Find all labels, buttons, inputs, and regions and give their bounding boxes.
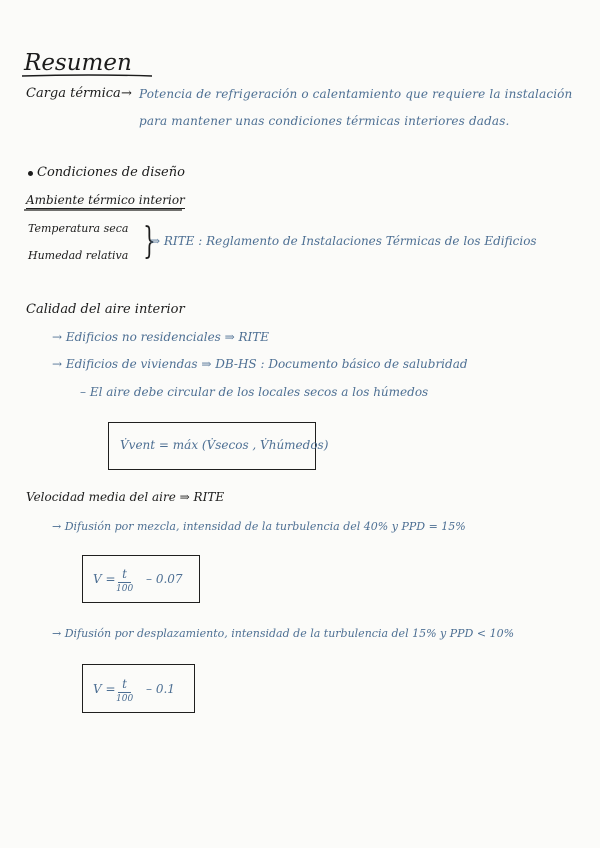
velocidad-heading: Velocidad media del aire ⇒ RITE	[26, 490, 225, 504]
formula1-numerator: t	[118, 567, 131, 583]
bullet-dot	[28, 171, 33, 176]
carga-definition-line1: Potencia de refrigeración o calentamiento que requiere la instalación	[139, 87, 573, 101]
formula1-fraction	[116, 567, 133, 594]
calidad-heading: Calidad del aire interior	[26, 302, 185, 317]
formula2-fraction	[116, 677, 133, 704]
condiciones-heading: Condiciones de diseño	[37, 165, 185, 180]
ambiente-subheading: Ambiente térmico interior	[26, 193, 185, 207]
calidad-item-no-residenciales: → Edificios no residenciales ⇒ RITE	[52, 330, 270, 344]
calidad-item-circulacion: – El aire debe circular de los locales secos a los húmedos	[80, 385, 429, 399]
calidad-item-viviendas: → Edificios de viviendas ⇒ DB-HS : Documento básico de salubridad	[52, 357, 468, 371]
formula2-lhs: V =	[93, 682, 116, 696]
page-title: Resumen	[24, 50, 132, 76]
difusion-desplazamiento-item: → Difusión por desplazamiento, intensidad de la turbulencia del 15% y PPD < 10%	[52, 627, 515, 640]
formula1-lhs: V =	[93, 572, 116, 586]
rite-definition: ⇒ RITE : Reglamento de Instalaciones Térmicas de los Edificios	[150, 234, 537, 248]
carga-termica-label: Carga térmica	[26, 86, 121, 101]
difusion-mezcla-item: → Difusión por mezcla, intensidad de la turbulencia del 40% y PPD = 15%	[52, 520, 466, 533]
brace-symbol: }	[143, 221, 156, 262]
carga-definition-line2: para mantener unas condiciones térmicas interiores dadas.	[139, 114, 510, 128]
formula2-denominator: 100	[116, 694, 134, 704]
carga-arrow: →	[121, 86, 132, 101]
formula2-rhs: – 0.1	[146, 682, 175, 696]
humedad-relativa-label: Humedad relativa	[28, 249, 129, 262]
formula1-rhs: – 0.07	[146, 572, 183, 586]
temperatura-seca-label: Temperatura seca	[28, 222, 129, 235]
ventilation-formula: V̇vent = máx (V̇secos , V̇húmedos)	[120, 438, 329, 452]
formula2-numerator: t	[118, 677, 131, 693]
formula1-denominator: 100	[116, 584, 134, 594]
